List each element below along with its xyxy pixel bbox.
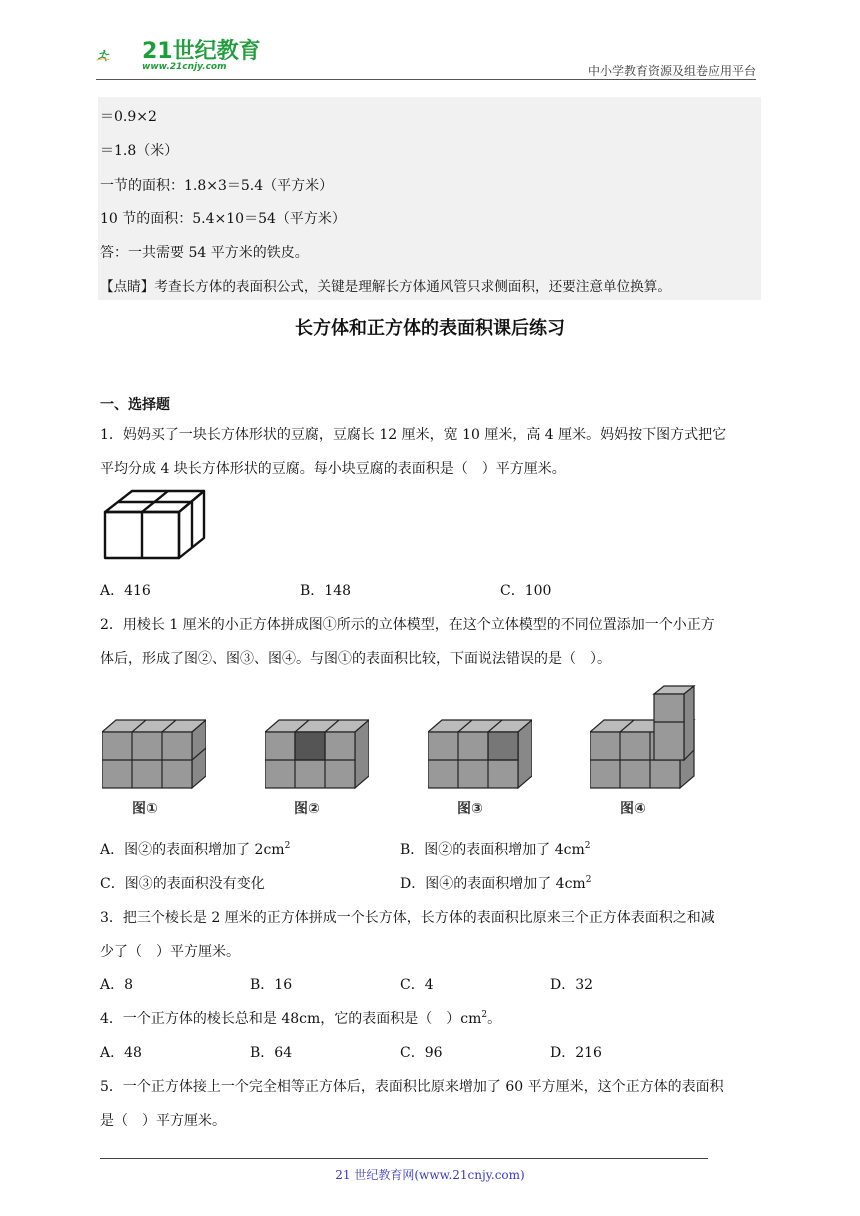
question-2-text: 体后，形成了图②、图③、图④。与图①的表面积比较，下面说法错误的是（ ）。: [100, 651, 611, 667]
figure-caption-1: 图①: [132, 801, 158, 817]
question-3-option-b: B．16: [250, 977, 293, 993]
question-3-option-c: C．4: [400, 977, 434, 993]
page-header: [0, 0, 860, 82]
footer-divider: [100, 1158, 708, 1159]
answer-box: [98, 97, 761, 300]
question-2-option-b: B．图②的表面积增加了 $4cm^2$: [400, 841, 591, 858]
tofu-figure: [102, 488, 208, 562]
question-3-text: 3．把三个棱长是 2 厘米的正方体拼成一个长方体，长方体的表面积比原来三个正方体表面积之和减: [100, 910, 715, 926]
answer-line: 一节的面积：1.8×3＝5.4（平方米）: [100, 178, 334, 194]
page-title: 长方体和正方体的表面积课后练习: [295, 318, 565, 339]
figure-caption-3: 图③: [457, 801, 483, 817]
question-2-option-c: C．图③的表面积没有变化: [100, 876, 265, 892]
question-1-option-a: A．416: [100, 583, 151, 599]
question-1-text: 平均分成 4 块长方体形状的豆腐。每小块豆腐的表面积是（ ）平方厘米。: [100, 461, 566, 477]
cube-figure-1: [102, 710, 206, 790]
cube-figure-4: [590, 684, 696, 790]
answer-line: 10 节的面积：5.4×10＝54（平方米）: [100, 211, 346, 227]
question-4-option-a: A．48: [100, 1045, 142, 1061]
answer-comment: 【点睛】考查长方体的表面积公式，关键是理解长方体通风管只求侧面积，还要注意单位换算。: [100, 279, 671, 295]
question-4-option-b: B．64: [250, 1045, 293, 1061]
question-4-option-d: D．216: [550, 1045, 602, 1061]
question-3-text: 少了（ ）平方厘米。: [100, 944, 240, 960]
page-footer: 21 世纪教育网(www.21cnjy.com): [335, 1168, 525, 1182]
question-1-option-b: B．148: [300, 583, 352, 599]
question-4-option-c: C．96: [400, 1045, 443, 1061]
logo-url: www.21cnjy.com: [142, 62, 227, 72]
cube-figure-3: [428, 710, 532, 790]
question-1-text: 1．妈妈买了一块长方体形状的豆腐，豆腐长 12 厘米，宽 10 厘米，高 4 厘米。妈妈按下图方式把它: [100, 427, 727, 443]
header-divider: [96, 79, 756, 80]
figure-caption-4: 图④: [620, 801, 646, 817]
runner-logo-icon: [96, 34, 146, 76]
logo-text: 21世纪教育: [142, 39, 261, 64]
platform-label: 中小学教育资源及组卷应用平台: [587, 64, 756, 78]
cube-figure-2: [265, 710, 369, 790]
question-3-option-a: A．8: [100, 977, 134, 993]
question-2-option-a: A．图②的表面积增加了 $2cm^2$: [100, 841, 291, 858]
question-2-text: 2．用棱长 1 厘米的小正方体拼成图①所示的立体模型，在这个立体模型的不同位置添加一个小正方: [100, 617, 715, 633]
question-5-text: 是（ ）平方厘米。: [100, 1113, 226, 1129]
question-5-text: 5．一个正方体接上一个完全相等正方体后，表面积比原来增加了 60 平方厘米，这个正方体的表面积: [100, 1079, 724, 1095]
figure-caption-2: 图②: [294, 801, 320, 817]
question-1-option-c: C．100: [500, 583, 552, 599]
answer-line: ＝0.9×2: [100, 109, 157, 125]
answer-line: 答：一共需要 54 平方米的铁皮。: [100, 245, 309, 261]
section-heading: 一、选择题: [100, 397, 170, 413]
question-2-option-d: D．图④的表面积增加了 $4cm^2$: [400, 875, 592, 892]
question-4-text: 4．一个正方体的棱长总和是 48cm，它的表面积是（ ）$cm^2$。: [100, 1010, 502, 1027]
question-3-option-d: D．32: [550, 977, 594, 993]
answer-line: ＝1.8（米）: [100, 143, 179, 159]
